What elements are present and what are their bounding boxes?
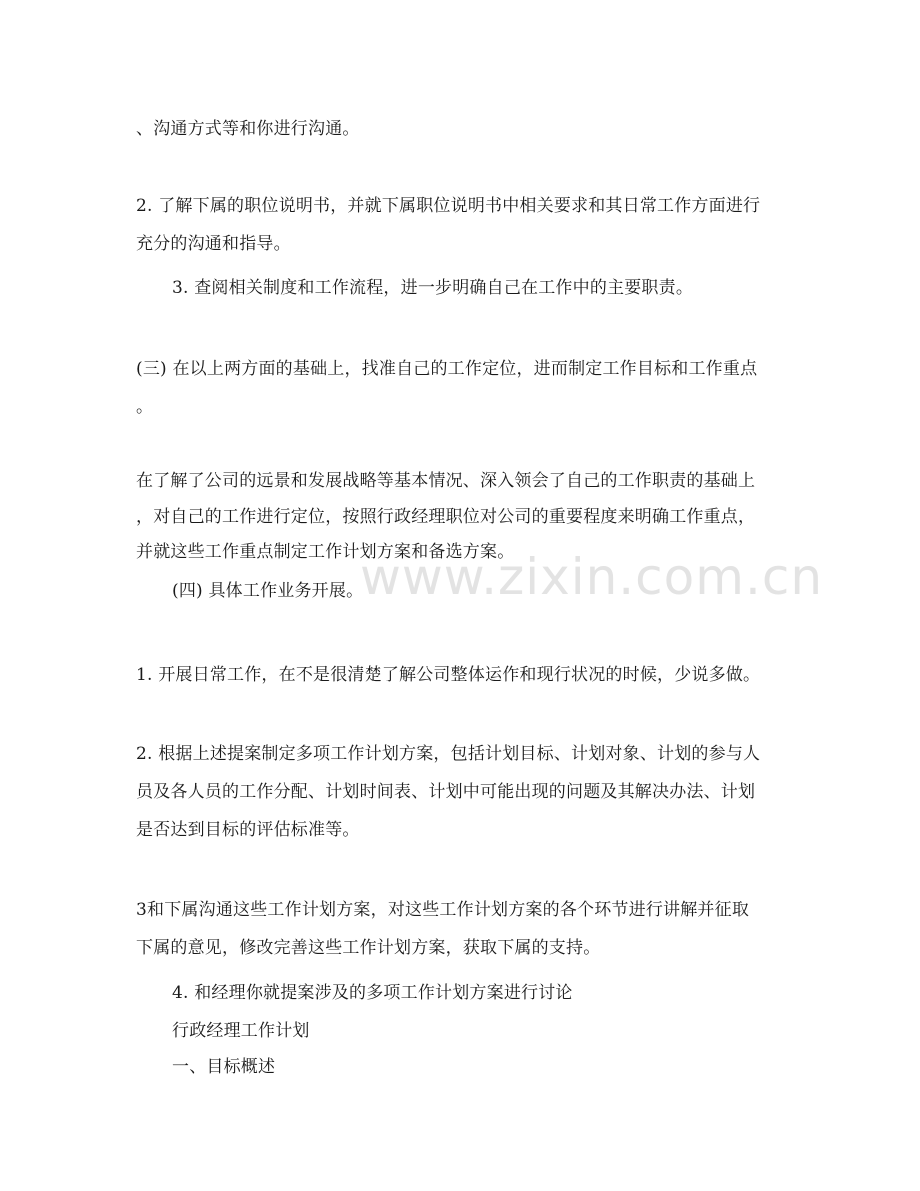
text-line: ，对自己的工作进行定位，按照行政经理职位对公司的重要程度来明确工作重点， [136,507,756,527]
text-line: 3. 查阅相关制度和工作流程，进一步明确自己在工作中的主要职责。 [172,278,694,298]
text-line: 1. 开展日常工作，在不是很清楚了解公司整体运作和现行状况的时候，少说多做。 [136,665,761,685]
text-line: (三) 在以上两方面的基础上，找准自己的工作定位，进而制定工作目标和工作重点 [136,359,758,379]
text-line: 充分的沟通和指导。 [136,234,291,254]
text-line: 3和下属沟通这些工作计划方案，对这些工作计划方案的各个环节进行讲解并征取 [136,900,750,920]
text-line: 并就这些工作重点制定工作计划方案和备选方案。 [136,542,515,562]
text-line: 在了解了公司的远景和发展战略等基本情况、深入领会了自己的工作职责的基础上 [136,471,756,491]
text-line: (四) 具体工作业务开展。 [172,581,364,601]
watermark: www.zixin.com.cn [360,548,824,606]
text-line: 2. 根据上述提案制定多项工作计划方案，包括计划目标、计划对象、计划的参与人 [136,744,761,764]
text-line: 行政经理工作计划 [172,1021,310,1041]
text-line: 员及各人员的工作分配、计划时间表、计划中可能出现的问题及其解决办法、计划 [136,782,756,802]
text-line: 是否达到目标的评估标准等。 [136,820,360,840]
text-line: 、沟通方式等和你进行沟通。 [136,119,360,139]
text-line: 下属的意见，修改完善这些工作计划方案，获取下属的支持。 [136,938,601,958]
text-line: 一、目标概述 [172,1057,276,1077]
text-line: 2. 了解下属的职位说明书，并就下属职位说明书中相关要求和其日常工作方面进行 [136,196,761,216]
text-line: 。 [136,397,154,417]
text-line: 4. 和经理你就提案涉及的多项工作计划方案进行讨论 [172,983,573,1003]
